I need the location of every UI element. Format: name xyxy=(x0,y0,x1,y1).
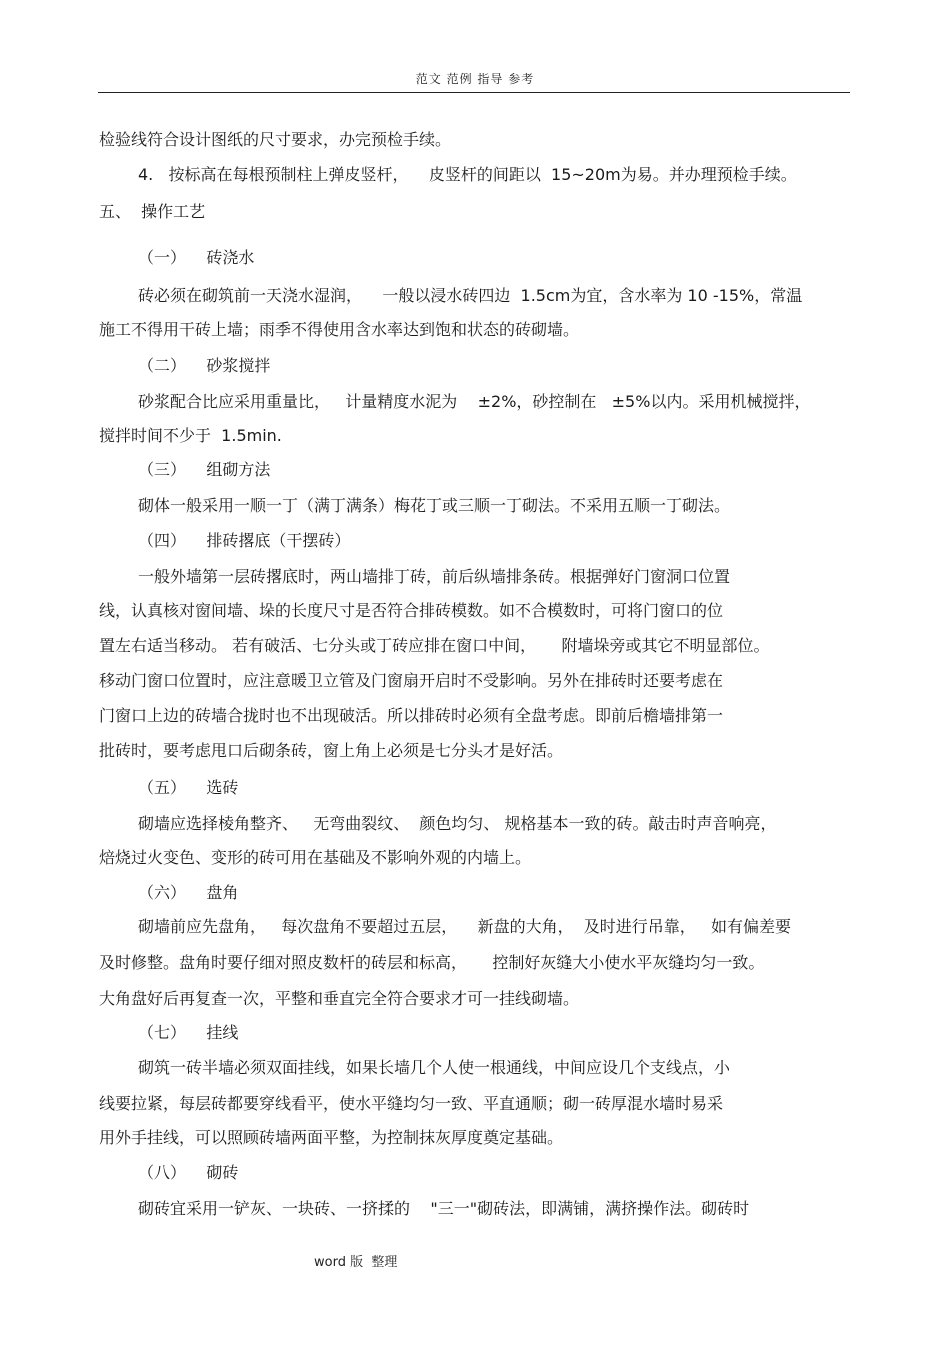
body-line: 砌筑一砖半墙必须双面挂线，如果长墙几个人使一根通线，中间应设几个支线点，小 xyxy=(138,1058,731,1077)
body-line: 置左右适当移动。 若有破活、七分头或丁砖应排在窗口中间， 附墙垛旁或其它不明显部位。 xyxy=(99,636,770,655)
body-line: 焙烧过火变色、变形的砖可用在基础及不影响外观的内墙上。 xyxy=(99,848,532,867)
subsection-heading: （六） 盘角 xyxy=(138,883,239,902)
subsection-heading: （五） 选砖 xyxy=(138,778,239,797)
body-line: 线要拉紧，每层砖都要穿线看平，使水平缝均匀一致、平直通顺；砌一砖厚混水墙时易采 xyxy=(99,1094,724,1113)
body-line: 施工不得用干砖上墙；雨季不得使用含水率达到饱和状态的砖砌墙。 xyxy=(99,320,580,339)
body-line: 线，认真核对窗间墙、垛的长度尺寸是否符合排砖模数。如不合模数时，可将门窗口的位 xyxy=(99,601,724,620)
body-line: 砌墙前应先盘角， 每次盘角不要超过五层， 新盘的大角， 及时进行吊靠， 如有偏差要 xyxy=(138,917,792,936)
subsection-heading: （四） 排砖撂底（干摆砖） xyxy=(138,531,351,550)
body-line: 门窗口上边的砖墙合拢时也不出现破活。所以排砖时必须有全盘考虑。即前后檐墙排第一 xyxy=(99,706,724,725)
body-line: 用外手挂线，可以照顾砖墙两面平整，为控制抹灰厚度奠定基础。 xyxy=(99,1128,564,1147)
body-line: 检验线符合设计图纸的尺寸要求，办完预检手续。 xyxy=(99,130,452,149)
page-header: 范文 范例 指导 参考 xyxy=(415,72,535,86)
section-heading: 五、 操作工艺 xyxy=(99,202,206,221)
subsection-heading: （三） 组砌方法 xyxy=(138,460,271,479)
body-line: 砌墙应选择棱角整齐、 无弯曲裂纹、 颜色均匀、 规格基本一致的砖。敲击时声音响亮， xyxy=(138,814,777,833)
body-line: 大角盘好后再复查一次，平整和垂直完全符合要求才可一挂线砌墙。 xyxy=(99,989,580,1008)
body-line: 及时修整。盘角时要仔细对照皮数杆的砖层和标高， 控制好灰缝大小使水平灰缝均匀一致。 xyxy=(99,953,765,972)
subsection-heading: （二） 砂浆搅拌 xyxy=(138,356,271,375)
body-line: 移动门窗口位置时，应注意暖卫立管及门窗扇开启时不受影响。另外在排砖时还要考虑在 xyxy=(99,671,724,690)
body-line: 搅拌时间不少于 1.5min. xyxy=(99,426,282,445)
body-line: 批砖时，要考虑甩口后砌条砖，窗上角上必须是七分头才是好活。 xyxy=(99,741,564,760)
header-rule xyxy=(98,92,850,93)
body-line: 一般外墙第一层砖撂底时，两山墙排丁砖，前后纵墙排条砖。根据弹好门窗洞口位置 xyxy=(138,567,731,586)
body-line: 砖必须在砌筑前一天浇水湿润， 一般以浸水砖四边 1.5cm为宜，含水率为 10 -15%，常温 xyxy=(138,286,803,305)
body-line: 砌体一般采用一顺一丁（满丁满条）梅花丁或三顺一丁砌法。不采用五顺一丁砌法。 xyxy=(138,496,731,515)
page-footer: word 版 整理 xyxy=(314,1255,398,1270)
subsection-heading: （七） 挂线 xyxy=(138,1023,239,1042)
body-line: 4. 按标高在每根预制柱上弹皮竖杆， 皮竖杆的间距以 15~20m为易。并办理预检手续。 xyxy=(138,165,797,184)
subsection-heading: （八） 砌砖 xyxy=(138,1163,239,1182)
body-line: 砌砖宜采用一铲灰、一块砖、一挤揉的 "三一"砌砖法，即满铺，满挤操作法。砌砖时 xyxy=(138,1199,750,1218)
body-line: 砂浆配合比应采用重量比， 计量精度水泥为 ±2%，砂控制在 ±5%以内。采用机械搅拌， xyxy=(138,392,811,411)
subsection-heading: （一） 砖浇水 xyxy=(138,248,255,267)
